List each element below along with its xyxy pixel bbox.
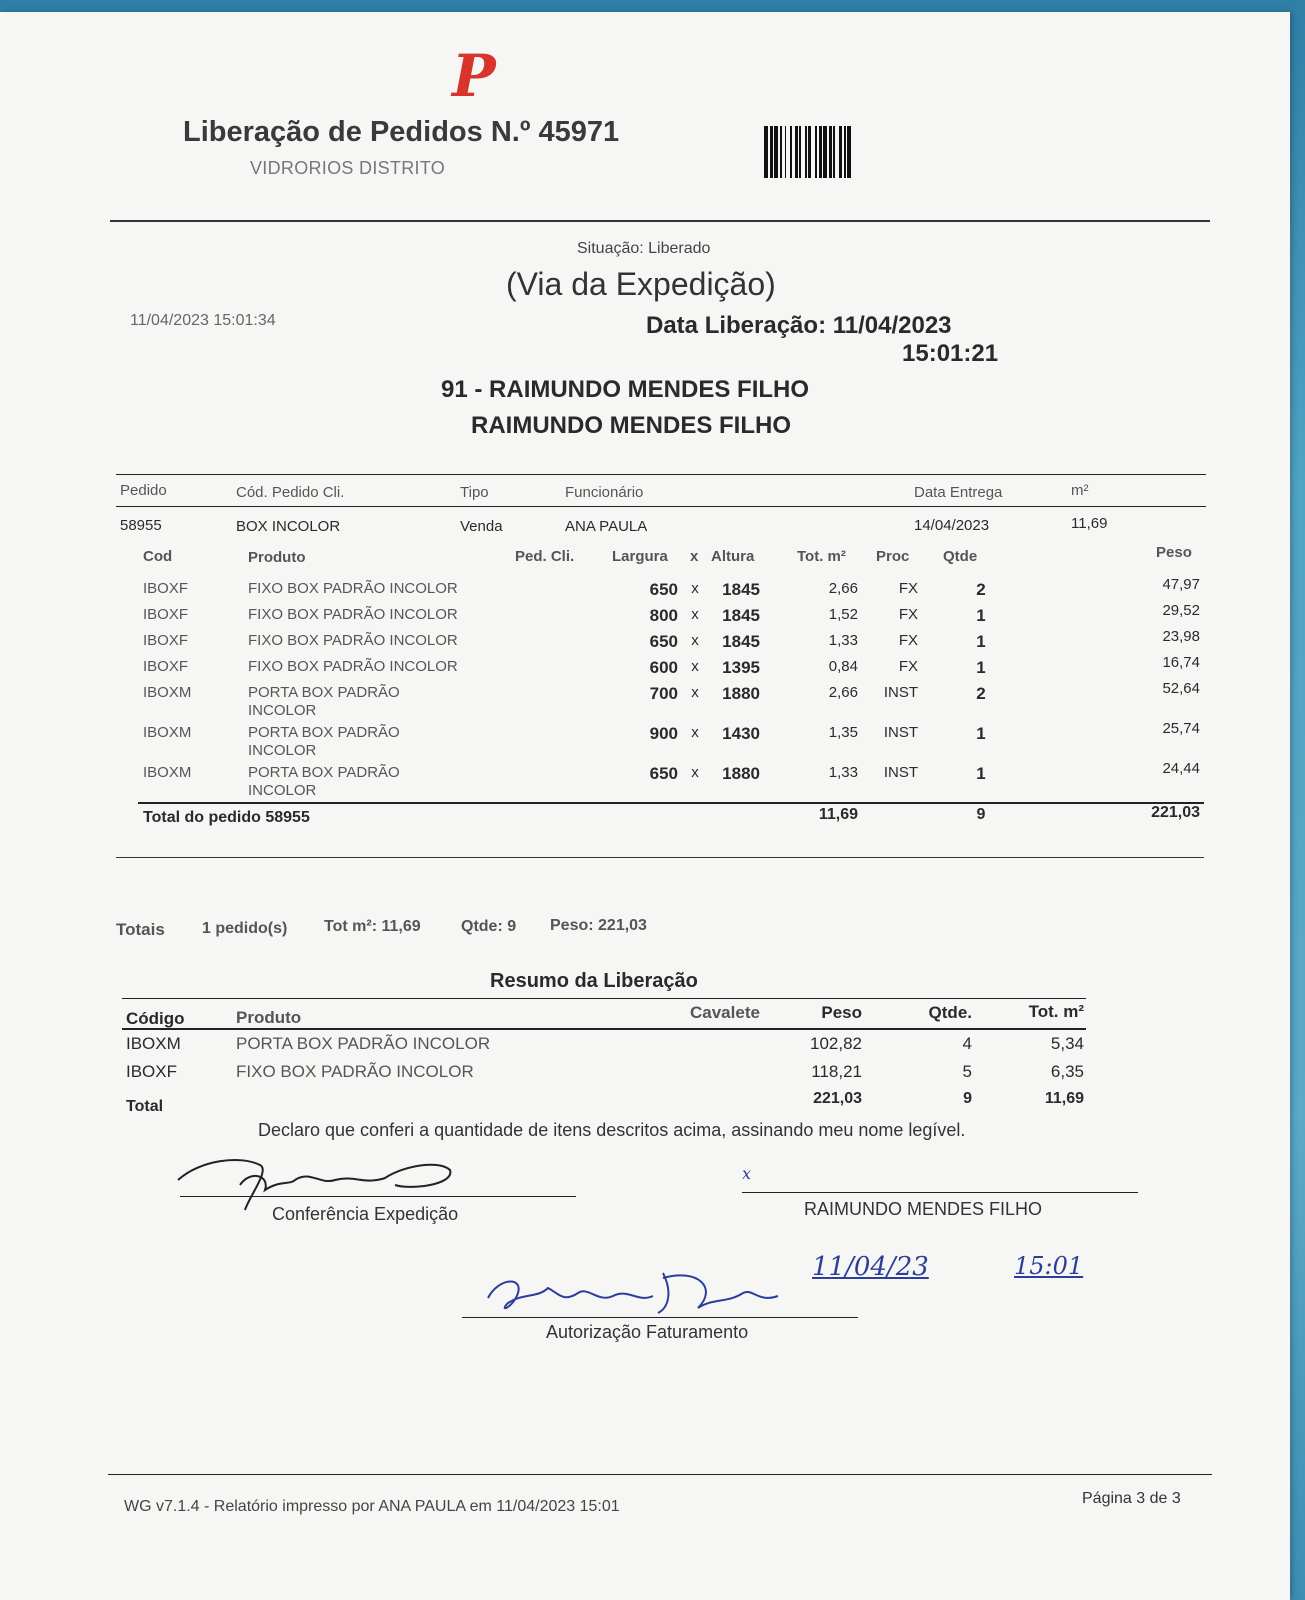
totals-label: Totais: [116, 920, 165, 939]
items-col-tot-m2: Tot. m²: [797, 548, 846, 565]
item-cell-qtde: 1: [976, 632, 986, 651]
summary-top-line: [122, 998, 1086, 999]
item-cell-qtde: 1: [976, 724, 986, 743]
col-funcionario: Funcionário: [565, 484, 644, 501]
item-cell-altura: 1880: [722, 684, 760, 703]
page-number: Página 3 de 3: [1082, 1490, 1181, 1507]
header-divider: [110, 220, 1210, 222]
item-cell-altura: 1845: [722, 580, 760, 599]
item-cell-tot: 1,35: [828, 724, 858, 741]
item-cell-produto1: FIXO BOX PADRÃO INCOLOR: [248, 658, 458, 675]
summary-col-peso: Peso: [821, 1003, 862, 1022]
item-cell-peso: 23,98: [1162, 628, 1200, 645]
item-cell-proc: FX: [898, 632, 918, 649]
item-cell-cod: IBOXM: [143, 764, 192, 781]
summary-col-produto: Produto: [236, 1008, 302, 1027]
summary-cell-tot: 5,34: [1050, 1034, 1084, 1053]
summary-header-line: [122, 1028, 1086, 1030]
status-text: Situação: Liberado: [577, 240, 711, 257]
item-cell-altura: 1845: [722, 632, 760, 651]
item-cell-proc: INST: [883, 724, 918, 741]
order-total-qtde: 9: [976, 806, 986, 823]
order-header-line: [116, 506, 1206, 507]
summary-cell-produto: PORTA BOX PADRÃO INCOLOR: [236, 1034, 491, 1053]
order-total-label: Total do pedido 58955: [143, 809, 310, 826]
document-page: [0, 12, 1290, 1600]
items-col-largura: Largura: [612, 548, 668, 565]
col-pedido: Pedido: [120, 482, 167, 499]
items-col-qtde: Qtde: [943, 548, 978, 565]
declaration-text: Declaro que conferi a quantidade de itens descritos acima, assinando meu nome legível.: [258, 1120, 966, 1140]
item-cell-proc: FX: [898, 658, 918, 675]
order-funcionario: ANA PAULA: [565, 518, 648, 535]
company-name: VIDRORIOS DISTRITO: [250, 158, 446, 178]
totals-qtde: Qtde: 9: [461, 918, 517, 935]
items-col-ped-cli: Ped. Cli.: [515, 548, 575, 565]
item-cell-produto1: PORTA BOX PADRÃO: [248, 684, 400, 701]
summary-total-label: Total: [126, 1098, 164, 1115]
item-cell-proc: INST: [883, 684, 918, 701]
item-cell-proc: INST: [883, 764, 918, 781]
signature-autorizacao: [478, 1248, 798, 1328]
conferencia-signature-line: [180, 1196, 576, 1197]
item-cell-peso: 52,64: [1162, 680, 1200, 697]
item-cell-cod: IBOXF: [143, 606, 189, 623]
item-cell-largura: 800: [649, 606, 678, 625]
items-bottom-line: [116, 857, 1204, 858]
order-cod-pedido-cli: BOX INCOLOR: [236, 518, 341, 535]
autorizacao-signature-line: [462, 1317, 858, 1318]
item-cell-largura: 650: [649, 764, 678, 783]
client-signature-line: [742, 1192, 1138, 1193]
summary-total-peso: 221,03: [813, 1090, 862, 1107]
summary-col-codigo: Código: [126, 1009, 185, 1028]
item-cell-tot: 2,66: [828, 580, 858, 597]
order-total-peso: 221,03: [1151, 804, 1200, 821]
summary-col-tot: Tot. m²: [1028, 1002, 1084, 1021]
item-cell-altura: 1880: [722, 764, 760, 783]
item-cell-x: x: [691, 724, 699, 741]
document-title: Liberação de Pedidos N.º 45971: [183, 116, 620, 148]
autorizacao-label: Autorização Faturamento: [546, 1322, 749, 1342]
totals-peso: Peso: 221,03: [550, 917, 647, 934]
client-signature-mark: x: [742, 1164, 752, 1183]
item-cell-produto2: INCOLOR: [248, 782, 317, 799]
client-line-2: RAIMUNDO MENDES FILHO: [471, 412, 791, 439]
item-cell-qtde: 1: [976, 658, 986, 677]
summary-cell-produto: FIXO BOX PADRÃO INCOLOR: [236, 1062, 474, 1081]
col-tipo: Tipo: [460, 484, 489, 501]
summary-col-cavalete: Cavalete: [690, 1003, 760, 1022]
release-time: 15:01:21: [902, 340, 999, 367]
summary-total-qtde: 9: [963, 1090, 972, 1107]
item-cell-proc: FX: [898, 580, 918, 597]
summary-cell-codigo: IBOXF: [126, 1062, 178, 1081]
col-cod-pedido-cli: Cód. Pedido Cli.: [236, 484, 345, 501]
item-cell-altura: 1845: [722, 606, 760, 625]
item-cell-altura: 1395: [722, 658, 760, 677]
item-cell-tot: 1,33: [828, 764, 858, 781]
order-data-entrega: 14/04/2023: [914, 517, 990, 534]
item-cell-largura: 700: [649, 684, 678, 703]
client-signature-name: RAIMUNDO MENDES FILHO: [804, 1199, 1043, 1219]
order-m2: 11,69: [1071, 515, 1108, 532]
col-m2: m²: [1071, 482, 1089, 499]
item-cell-x: x: [691, 606, 699, 623]
totals-m2: Tot m²: 11,69: [324, 918, 421, 935]
item-cell-largura: 650: [649, 580, 678, 599]
item-cell-cod: IBOXM: [143, 684, 192, 701]
items-col-cod: Cod: [143, 548, 173, 565]
summary-cell-tot: 6,35: [1050, 1062, 1084, 1081]
item-cell-produto1: FIXO BOX PADRÃO INCOLOR: [248, 606, 458, 623]
item-cell-produto1: PORTA BOX PADRÃO: [248, 724, 400, 741]
item-cell-qtde: 1: [976, 606, 986, 625]
summary-cell-qtde: 4: [962, 1034, 972, 1053]
items-col-proc: Proc: [876, 548, 910, 565]
item-cell-x: x: [691, 632, 699, 649]
item-cell-cod: IBOXM: [143, 724, 192, 741]
summary-title: Resumo da Liberação: [490, 970, 698, 992]
client-line-1: 91 - RAIMUNDO MENDES FILHO: [441, 376, 810, 403]
summary-cell-qtde: 5: [962, 1062, 972, 1081]
footer-line: [108, 1474, 1212, 1475]
logo-mark: P: [452, 42, 496, 110]
item-cell-peso: 16,74: [1162, 654, 1200, 671]
item-cell-largura: 600: [649, 658, 678, 677]
item-cell-largura: 650: [649, 632, 678, 651]
item-cell-tot: 2,66: [828, 684, 858, 701]
item-cell-peso: 29,52: [1162, 602, 1200, 619]
summary-cell-peso: 118,21: [811, 1062, 862, 1081]
items-col-peso: Peso: [1156, 544, 1192, 561]
item-cell-peso: 47,97: [1162, 576, 1200, 593]
item-cell-peso: 25,74: [1162, 720, 1200, 737]
item-cell-qtde: 2: [976, 684, 986, 703]
item-cell-altura: 1430: [722, 724, 760, 743]
item-cell-cod: IBOXF: [143, 658, 189, 675]
item-cell-x: x: [691, 684, 699, 701]
item-cell-cod: IBOXF: [143, 580, 189, 597]
item-cell-tot: 1,33: [828, 632, 858, 649]
conferencia-label: Conferência Expedição: [272, 1204, 459, 1224]
item-cell-tot: 0,84: [828, 658, 858, 675]
summary-cell-codigo: IBOXM: [126, 1034, 181, 1053]
barcode: [764, 126, 956, 178]
footer-printed-by: WG v7.1.4 - Relatório impresso por ANA PAULA em 11/04/2023 15:01: [124, 1498, 620, 1515]
order-tipo: Venda: [460, 518, 503, 535]
item-cell-largura: 900: [649, 724, 678, 743]
item-cell-cod: IBOXF: [143, 632, 189, 649]
item-cell-produto1: FIXO BOX PADRÃO INCOLOR: [248, 580, 458, 597]
printed-timestamp: 11/04/2023 15:01:34: [130, 312, 276, 329]
items-total-line: [138, 802, 1204, 804]
item-cell-x: x: [691, 764, 699, 781]
items-col-altura: Altura: [711, 548, 755, 565]
summary-col-qtde: Qtde.: [928, 1003, 972, 1022]
summary-total-tot: 11,69: [1044, 1090, 1084, 1107]
item-cell-produto1: PORTA BOX PADRÃO: [248, 764, 400, 781]
totals-pedidos: 1 pedido(s): [202, 920, 288, 937]
handwritten-time: 15:01: [1014, 1252, 1084, 1280]
item-cell-proc: FX: [898, 606, 918, 623]
item-cell-qtde: 2: [976, 580, 986, 599]
items-col-x: x: [690, 548, 699, 565]
release-date: Data Liberação: 11/04/2023: [646, 312, 952, 339]
order-total-m2: 11,69: [818, 806, 858, 823]
item-cell-tot: 1,52: [828, 606, 858, 623]
item-cell-x: x: [691, 580, 699, 597]
items-col-produto: Produto: [248, 549, 306, 566]
col-data-entrega: Data Entrega: [914, 484, 1003, 501]
order-top-line: [116, 474, 1206, 475]
item-cell-produto1: FIXO BOX PADRÃO INCOLOR: [248, 632, 458, 649]
item-cell-qtde: 1: [976, 764, 986, 783]
order-pedido: 58955: [120, 517, 162, 534]
item-cell-produto2: INCOLOR: [248, 702, 317, 719]
via-label: (Via da Expedição): [506, 266, 776, 302]
item-cell-produto2: INCOLOR: [248, 742, 317, 759]
item-cell-x: x: [691, 658, 699, 675]
handwritten-date: 11/04/23: [812, 1252, 929, 1282]
summary-cell-peso: 102,82: [810, 1034, 862, 1053]
item-cell-peso: 24,44: [1162, 760, 1200, 777]
